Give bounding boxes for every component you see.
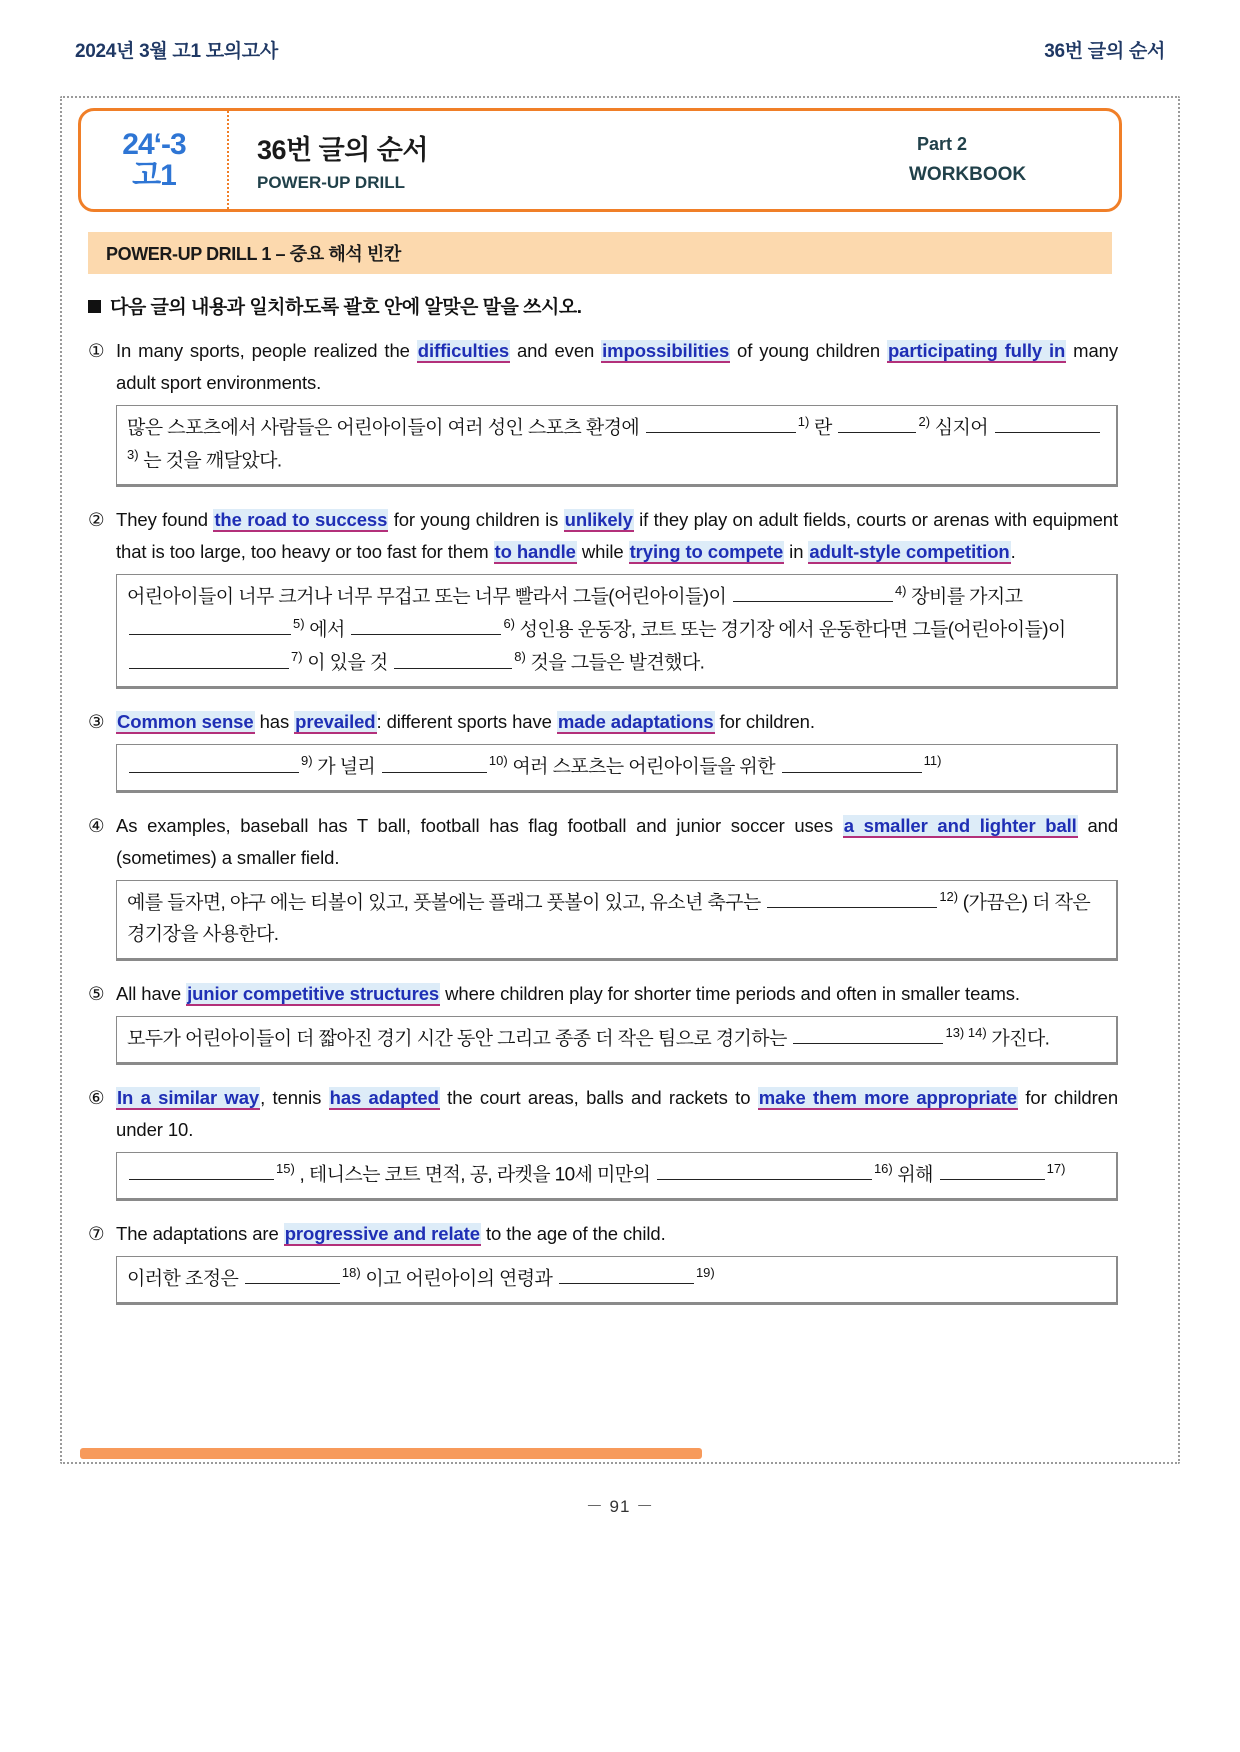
question-title: 36번 글의 순서 <box>1044 41 1165 62</box>
plain-text: many adult sport environments. <box>116 340 1119 393</box>
highlighted-phrase: difficulties <box>417 340 510 361</box>
highlighted-phrase: made adaptations <box>557 711 714 733</box>
highlighted-phrase: participating fully in <box>887 340 1066 361</box>
plain-text: As examples, baseball has T ball, football has flag football and junior soccer uses <box>116 815 843 837</box>
item-english-text <box>116 810 1118 874</box>
plain-text: In many sports, people realized the <box>116 340 417 361</box>
blank-number: 19) <box>695 1264 715 1280</box>
korean-text: 장비를 가지고 <box>906 586 1023 608</box>
workbook-label: WORKBOOK <box>909 164 1027 185</box>
blank-number: 17) <box>1046 1160 1066 1176</box>
highlighted-phrase: unlikely <box>564 509 633 531</box>
korean-answer-box[interactable] <box>116 880 1118 961</box>
korean-text: 는 것을 깨달았다. <box>138 450 282 472</box>
highlighted-phrase: has adapted <box>329 1087 439 1109</box>
answer-blank[interactable] <box>793 1024 943 1044</box>
answer-blank[interactable] <box>995 413 1100 433</box>
korean-text: 에서 <box>304 619 350 641</box>
blank-number: 4) <box>894 582 907 598</box>
plain-text: has <box>254 711 295 733</box>
title-main-block <box>229 111 869 209</box>
plain-text: where children play for shorter time periods and often in smaller teams. <box>440 983 1020 1005</box>
blank-number: 10) <box>488 753 508 769</box>
item-english-text <box>116 335 1118 399</box>
answer-blank[interactable] <box>351 615 501 635</box>
blank-number: 13) <box>945 1025 965 1041</box>
item-number: ⑥ <box>88 1087 105 1109</box>
answer-blank[interactable] <box>940 1160 1045 1180</box>
korean-text: (가끔은) 더 작은 경기장을 사용한다. <box>127 892 1091 946</box>
title-year-line1: 24‘-3 <box>122 127 186 161</box>
plain-text: if they play on adult fields, courts or arenas with equipment that is too large, too heavy or too fast for them <box>116 509 1118 562</box>
korean-answer-box[interactable] <box>116 405 1118 487</box>
plain-text: All have <box>116 983 187 1005</box>
highlighted-phrase: prevailed <box>295 711 376 733</box>
item-number: ① <box>88 340 105 361</box>
title-year-block <box>81 111 229 209</box>
plain-text: for young children is <box>388 509 564 531</box>
highlighted-phrase: trying to compete <box>629 540 784 562</box>
part-label: Part 2 <box>917 134 968 154</box>
korean-text: 성인용 운동장, 코트 또는 경기장 에서 운동한다면 그들(어린아이들)이 <box>515 619 1066 641</box>
highlighted-phrase: a smaller and lighter ball <box>843 815 1077 837</box>
page-header <box>75 36 1165 63</box>
plain-text: The adaptations are <box>116 1223 284 1245</box>
item-english-line <box>88 504 1118 568</box>
answer-blank[interactable] <box>838 413 916 433</box>
item-english-line <box>88 978 1118 1010</box>
highlighted-phrase: progressive and relate <box>284 1223 480 1245</box>
blank-number: 16) <box>873 1160 893 1176</box>
korean-text: 여러 스포츠는 어린아이들을 위한 <box>507 756 780 778</box>
plain-text: and (sometimes) a smaller field. <box>116 815 1119 869</box>
plain-text: , tennis <box>260 1087 329 1109</box>
instruction-line <box>88 292 1118 319</box>
drill-item <box>88 504 1118 689</box>
drill-banner-label: POWER-UP DRILL 1 – 중요 해석 빈칸 <box>106 244 401 264</box>
blank-number: 8) <box>514 649 526 665</box>
blank-number: 18) <box>341 1264 361 1280</box>
title-part-block <box>869 111 1119 209</box>
highlighted-phrase: adult-style competition <box>809 540 1010 562</box>
item-english-text <box>116 1218 1118 1250</box>
item-english-text <box>116 978 1118 1010</box>
blank-number: 15) <box>276 1160 295 1176</box>
blank-number: 12) <box>939 889 959 905</box>
blank-number: 7) <box>291 649 303 665</box>
title-card <box>78 108 1122 212</box>
blank-number: 3) <box>127 446 139 462</box>
instruction-text: 다음 글의 내용과 일치하도록 괄호 안에 알맞은 말을 쓰시오. <box>110 297 582 318</box>
plain-text: to the age of the child. <box>480 1223 666 1245</box>
answer-blank[interactable] <box>382 753 487 773</box>
korean-text: 것을 그들은 발견했다. <box>525 652 705 674</box>
page-footer <box>0 1492 1240 1517</box>
plain-text: the court areas, balls and rackets to <box>439 1087 758 1109</box>
answer-blank[interactable] <box>782 753 922 773</box>
blank-number: 14) <box>964 1025 987 1041</box>
korean-answer-box[interactable] <box>116 574 1118 690</box>
highlighted-phrase: junior competitive structures <box>187 983 440 1005</box>
korean-text: 많은 스포츠에서 사람들은 어린아이들이 여러 성인 스포츠 환경에 <box>127 416 644 438</box>
highlighted-phrase: the road to success <box>214 509 388 531</box>
plain-text: They found <box>116 509 214 531</box>
content-area <box>88 292 1118 1322</box>
page-number: － 91 － <box>585 1497 655 1516</box>
plain-text: and even <box>510 340 602 361</box>
title-main: 36번 글의 순서 <box>257 134 428 165</box>
korean-text: 가진다. <box>986 1028 1050 1050</box>
answer-blank[interactable] <box>733 582 893 602</box>
plain-text: of young children <box>730 340 887 361</box>
drill-item <box>88 706 1118 793</box>
answer-blank[interactable] <box>767 888 937 908</box>
korean-answer-box[interactable] <box>116 1016 1118 1065</box>
blank-number: 6) <box>503 615 515 631</box>
korean-text: 어린아이들이 너무 크거나 너무 무겁고 또는 너무 빨라서 그들(어린아이들)이 <box>127 586 731 608</box>
item-english-line <box>88 706 1118 738</box>
bottom-accent-bar <box>80 1448 702 1459</box>
blank-number: 1) <box>797 413 810 429</box>
korean-text: 이러한 조정은 <box>127 1268 243 1290</box>
korean-answer-box[interactable] <box>116 1152 1118 1201</box>
answer-blank[interactable] <box>245 1264 340 1284</box>
blank-number: 11) <box>923 753 942 769</box>
highlighted-phrase: make them more appropriate <box>758 1087 1018 1109</box>
blank-number: 5) <box>293 615 305 631</box>
item-english-line <box>88 810 1118 874</box>
plain-text: while <box>576 540 629 562</box>
title-grade-line2: 고1 <box>132 159 176 192</box>
answer-blank[interactable] <box>129 753 299 773</box>
korean-text: 모두가 어린아이들이 더 짧아진 경기 시간 동안 그리고 종종 더 작은 팀으로 경기하는 <box>127 1028 792 1050</box>
korean-text: 이 있을 것 <box>302 652 393 674</box>
blank-number: 2) <box>918 413 931 429</box>
plain-text: for children under 10. <box>116 1087 1119 1141</box>
bullet-square-icon <box>88 300 101 313</box>
answer-blank[interactable] <box>559 1264 694 1284</box>
highlighted-phrase: to handle <box>494 540 576 562</box>
korean-text: 란 <box>809 416 837 438</box>
plain-text: in <box>784 540 809 562</box>
korean-text: 위해 <box>892 1164 938 1186</box>
highlighted-phrase: In a similar way <box>117 1087 260 1109</box>
drill-item <box>88 978 1118 1065</box>
korean-text: 심지어 <box>930 416 993 438</box>
drill-item <box>88 810 1118 961</box>
drill-item <box>88 1218 1118 1305</box>
drill-item <box>88 1082 1118 1201</box>
drill-item <box>88 335 1118 487</box>
exam-title: 2024년 3월 고1 모의고사 <box>75 41 278 62</box>
plain-text: for children. <box>714 711 815 733</box>
korean-text: , 테니스는 코트 면적, 공, 라켓을 10세 미만의 <box>294 1164 655 1186</box>
title-sub: POWER-UP DRILL <box>257 172 405 192</box>
answer-blank[interactable] <box>657 1160 872 1180</box>
korean-answer-box[interactable] <box>116 744 1118 793</box>
korean-answer-box[interactable] <box>116 1256 1118 1305</box>
highlighted-phrase: Common sense <box>117 711 254 733</box>
korean-text: 가 널리 <box>312 756 380 778</box>
items-list <box>88 335 1118 1305</box>
plain-text: : different sports have <box>376 711 557 733</box>
korean-text: 이고 어린아이의 연령과 <box>360 1268 557 1290</box>
drill-banner <box>88 232 1112 274</box>
answer-blank[interactable] <box>129 649 289 669</box>
plain-text: . <box>1010 540 1016 562</box>
item-number: ④ <box>88 815 105 837</box>
item-number: ⑦ <box>88 1223 105 1245</box>
highlighted-phrase: impossibilities <box>602 340 730 361</box>
item-english-line <box>88 1218 1118 1250</box>
item-number: ② <box>88 509 105 531</box>
item-english-text <box>116 706 1118 738</box>
answer-blank[interactable] <box>129 1160 274 1180</box>
item-english-text <box>116 504 1118 568</box>
answer-blank[interactable] <box>129 615 291 635</box>
blank-number: 9) <box>301 753 313 769</box>
korean-text: 예를 들자면, 야구 에는 티볼이 있고, 풋볼에는 플래그 풋볼이 있고, 유소년 축구는 <box>127 892 766 914</box>
item-number: ⑤ <box>88 983 105 1005</box>
answer-blank[interactable] <box>646 413 796 433</box>
item-english-line <box>88 335 1118 399</box>
item-english-text <box>116 1082 1118 1146</box>
item-english-line <box>88 1082 1118 1146</box>
item-number: ③ <box>88 711 105 733</box>
answer-blank[interactable] <box>394 649 512 669</box>
